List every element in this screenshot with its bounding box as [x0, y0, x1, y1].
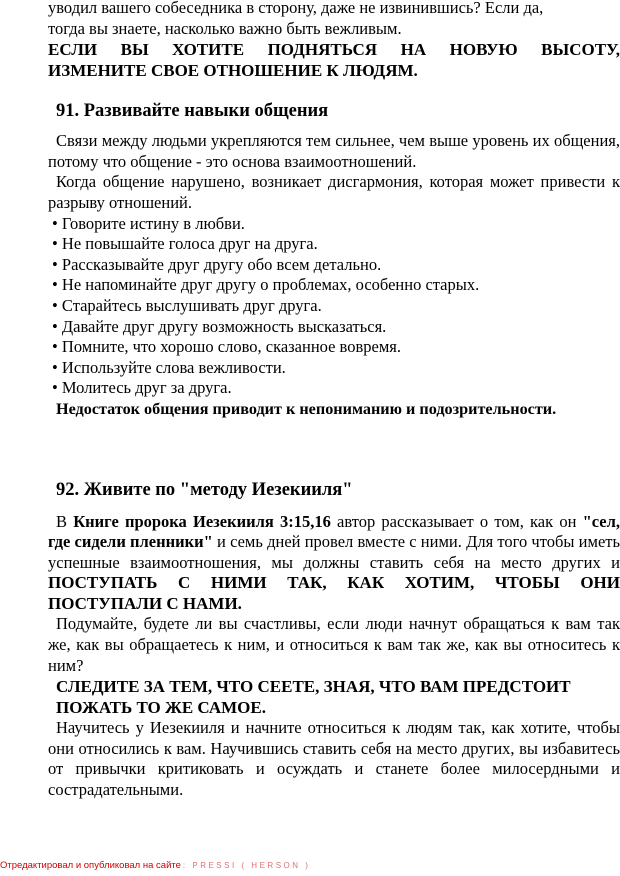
list-item: • Используйте слова вежливости. — [52, 357, 286, 377]
list-item: • Не напоминайте друг другу о проблемах, особенно старых. — [52, 275, 480, 295]
list-item: • Говорите истину в любви. — [52, 213, 245, 233]
list-item: • Старайтесь выслушивать друг друга. — [52, 295, 322, 315]
intro-caps-line-2: ИЗМЕНИТЕ СВОЕ ОТНОШЕНИЕ К ЛЮДЯМ. — [48, 61, 418, 81]
footer-credit — [0, 860, 310, 871]
section-91-paragraph-1: Связи между людьми укрепляются тем сильнее, чем выше уровень их общения, потому что общение - это основа взаимоотношений. — [48, 131, 620, 171]
document-page — [48, 0, 620, 801]
golden-rule-caps: ПОСТУПАТЬ С НИМИ ТАК, КАК ХОТИМ, ЧТОБЫ ОНИ ПОСТУПАЛИ С НАМИ. — [48, 573, 620, 613]
list-item: • Помните, что хорошо слово, сказанное вовремя. — [52, 337, 402, 357]
intro-caps-line-1: ЕСЛИ ВЫ ХОТИТЕ ПОДНЯТЬСЯ НА НОВУЮ ВЫСОТУ, — [48, 40, 620, 60]
section-92-caps: СЛЕДИТЕ ЗА ТЕМ, ЧТО СЕЕТЕ, ЗНАЯ, ЧТО ВАМ ПРЕДСТОИТ ПОЖАТЬ ТО ЖЕ САМОЕ. — [56, 677, 571, 718]
section-92-title: 92. Живите по "методу Иезекииля" — [56, 479, 353, 500]
footer-text: Отредактировал и опубликовал на сайте — [0, 860, 181, 871]
intro-line-1: уводил вашего собеседника в сторону, даже не извинившись? Если да, — [48, 0, 544, 17]
section-91-paragraph-2: Когда общение нарушено, возникает дисгармония, которая может привести к разрыву отношений. — [48, 172, 620, 212]
p1-text-e: и семь дней провел вместе с ними. Для того чтобы иметь успешные взаимоотношения, мы должны ставить себя на место других и — [48, 532, 620, 572]
list-item: • Рассказывайте друг другу обо всем детально. — [52, 254, 382, 274]
section-91-bullet-list — [48, 214, 620, 399]
p1-text-c: автор рассказывает о том, как он — [330, 511, 583, 531]
section-92-paragraph-3: Научитесь у Иезекииля и начните относиться к людям так, как хотите, чтобы они относились к вам. Научившись ставить себя на место других, вы избавитесь от привычки критиковать и осуждать и станете более милосердными и сострадательными. — [48, 718, 620, 800]
list-item: • Давайте друг другу возможность высказаться. — [52, 316, 387, 336]
p1-text-a: В — [56, 511, 74, 531]
footer-brand: : PRESSI ( HERSON ) — [182, 861, 311, 870]
intro-line-2: тогда вы знаете, насколько важно быть вежливым. — [48, 18, 402, 38]
quote-captives: "сел, где сидели пленники" — [48, 511, 620, 552]
list-item: • Молитесь друг за друга. — [52, 378, 232, 398]
section-91-title: 91. Развивайте навыки общения — [56, 101, 329, 122]
section-91-conclusion: Недостаток общения приводит к непониманию и подозрительности. — [56, 399, 557, 418]
section-92-paragraph-1 — [48, 512, 620, 615]
section-92-paragraph-2: Подумайте, будете ли вы счастливы, если люди начнут обращаться к вам так же, как вы обращаетесь к ним, и относиться к вам так же, как вы относитесь к ним? — [48, 614, 620, 675]
bible-reference: Книге пророка Иезекииля 3:15,16 — [73, 511, 331, 531]
list-item: • Не повышайте голоса друг на друга. — [52, 234, 318, 254]
